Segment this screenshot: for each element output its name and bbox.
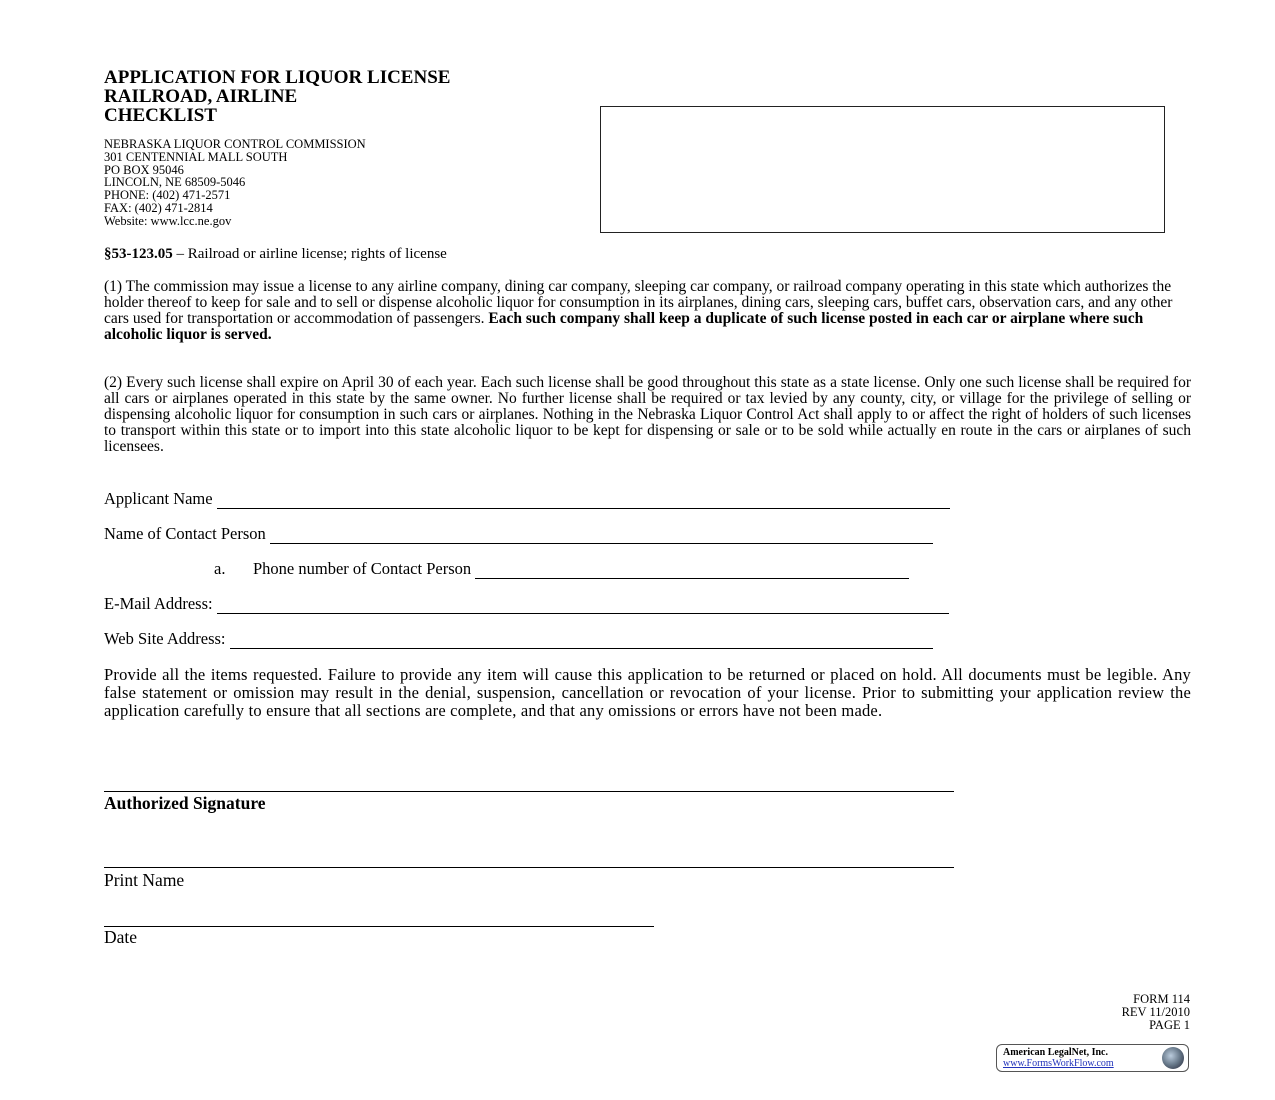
statute-heading [104, 246, 447, 263]
date-line[interactable] [104, 926, 654, 927]
commission-address [104, 138, 366, 228]
form-revision: REV 11/2010 [1121, 1005, 1190, 1019]
instructions: Provide all the items requested. Failure to provide any item will cause this application to be returned or placed on hold. All documents must be legible. Any false statement or omission may result in the denial, suspension, cancellation or revocation of your license. Prior to submitting your application review the application carefully to ensure that all sections are complete, and that any omissions or errors have not been made. [104, 665, 1191, 720]
form-footer [1122, 993, 1190, 1032]
field-prefix: a. [214, 559, 226, 578]
contact-person-field[interactable] [104, 524, 933, 544]
address-line: 301 CENTENNIAL MALL SOUTH [104, 149, 288, 164]
statute-paragraph-1 [104, 279, 1191, 343]
contact-person-input[interactable] [270, 529, 933, 544]
form-title [104, 68, 450, 125]
logo-url-link[interactable]: www.FormsWorkFlow.com [1003, 1058, 1114, 1069]
field-label: Phone number of Contact Person [253, 559, 472, 578]
website-input[interactable] [230, 634, 933, 649]
applicant-name-field[interactable] [104, 489, 950, 509]
address-line: PO BOX 95046 [104, 162, 184, 177]
globe-icon [1162, 1047, 1184, 1069]
print-name-label: Print Name [104, 870, 185, 890]
field-label: E-Mail Address: [104, 594, 213, 613]
email-field[interactable] [104, 594, 949, 614]
legalnet-logo [996, 1044, 1189, 1072]
page-number: PAGE 1 [1149, 1018, 1190, 1032]
address-line: NEBRASKA LIQUOR CONTROL COMMISSION [104, 137, 366, 151]
field-label: Name of Contact Person [104, 524, 266, 543]
para-bold-text: Each such company shall keep a duplicate of such license posted in each car or airplane where such alcoholic liquor is served. [104, 310, 1144, 343]
field-label: Applicant Name [104, 489, 213, 508]
applicant-name-input[interactable] [217, 494, 950, 509]
contact-phone-field[interactable] [214, 559, 909, 579]
statute-number: §53-123.05 [104, 246, 173, 262]
signature-line[interactable] [104, 791, 954, 792]
office-use-box [600, 106, 1165, 233]
para-text: (1) The commission may issue a license to any airline company, dining car company, sleeping car company, or railroad company operating in this state which authorizes the holder thereof to keep for sale and to sell or dispense alcoholic liquor for consumption in its airplanes, dining cars, sleeping cars, buffet cars, observation cars, and any other cars used for transportation or accommodation of passengers. [104, 278, 1173, 327]
address-line: PHONE: (402) 471-2571 [104, 188, 231, 203]
website-field[interactable] [104, 629, 933, 649]
statute-title: – Railroad or airline license; rights of license [172, 246, 447, 262]
title-line: RAILROAD, AIRLINE [104, 86, 298, 107]
authorized-signature-label: Authorized Signature [104, 793, 266, 813]
title-line: CHECKLIST [104, 105, 217, 126]
logo-company: American LegalNet, Inc. [1003, 1047, 1108, 1058]
field-label: Web Site Address: [104, 629, 226, 648]
form-number: FORM 114 [1133, 992, 1190, 1006]
address-line: LINCOLN, NE 68509-5046 [104, 175, 246, 190]
date-label: Date [104, 927, 138, 947]
print-name-line[interactable] [104, 867, 954, 868]
address-line: FAX: (402) 471-2814 [104, 200, 213, 215]
email-input[interactable] [217, 599, 949, 614]
address-line: Website: www.lcc.ne.gov [104, 213, 232, 228]
title-line: APPLICATION FOR LIQUOR LICENSE [104, 67, 451, 88]
statute-paragraph-2: (2) Every such license shall expire on April 30 of each year. Each such license shall be good throughout this state as a state license. Only one such license shall be required for all cars or airplanes operated in this state by the same owner. No further license shall be required or tax levied by any county, city, or village for the privilege of selling or dispensing alcoholic liquor for consumption in such cars or airplanes. Nothing in the Nebraska Liquor Control Act shall apply to or affect the right of holders of such licenses to transport within this state or to import into this state alcoholic liquor to be kept for dispensing or sale or to be sold while actually en route in the cars or airplanes of such licensees. [104, 374, 1191, 455]
contact-phone-input[interactable] [475, 564, 909, 579]
